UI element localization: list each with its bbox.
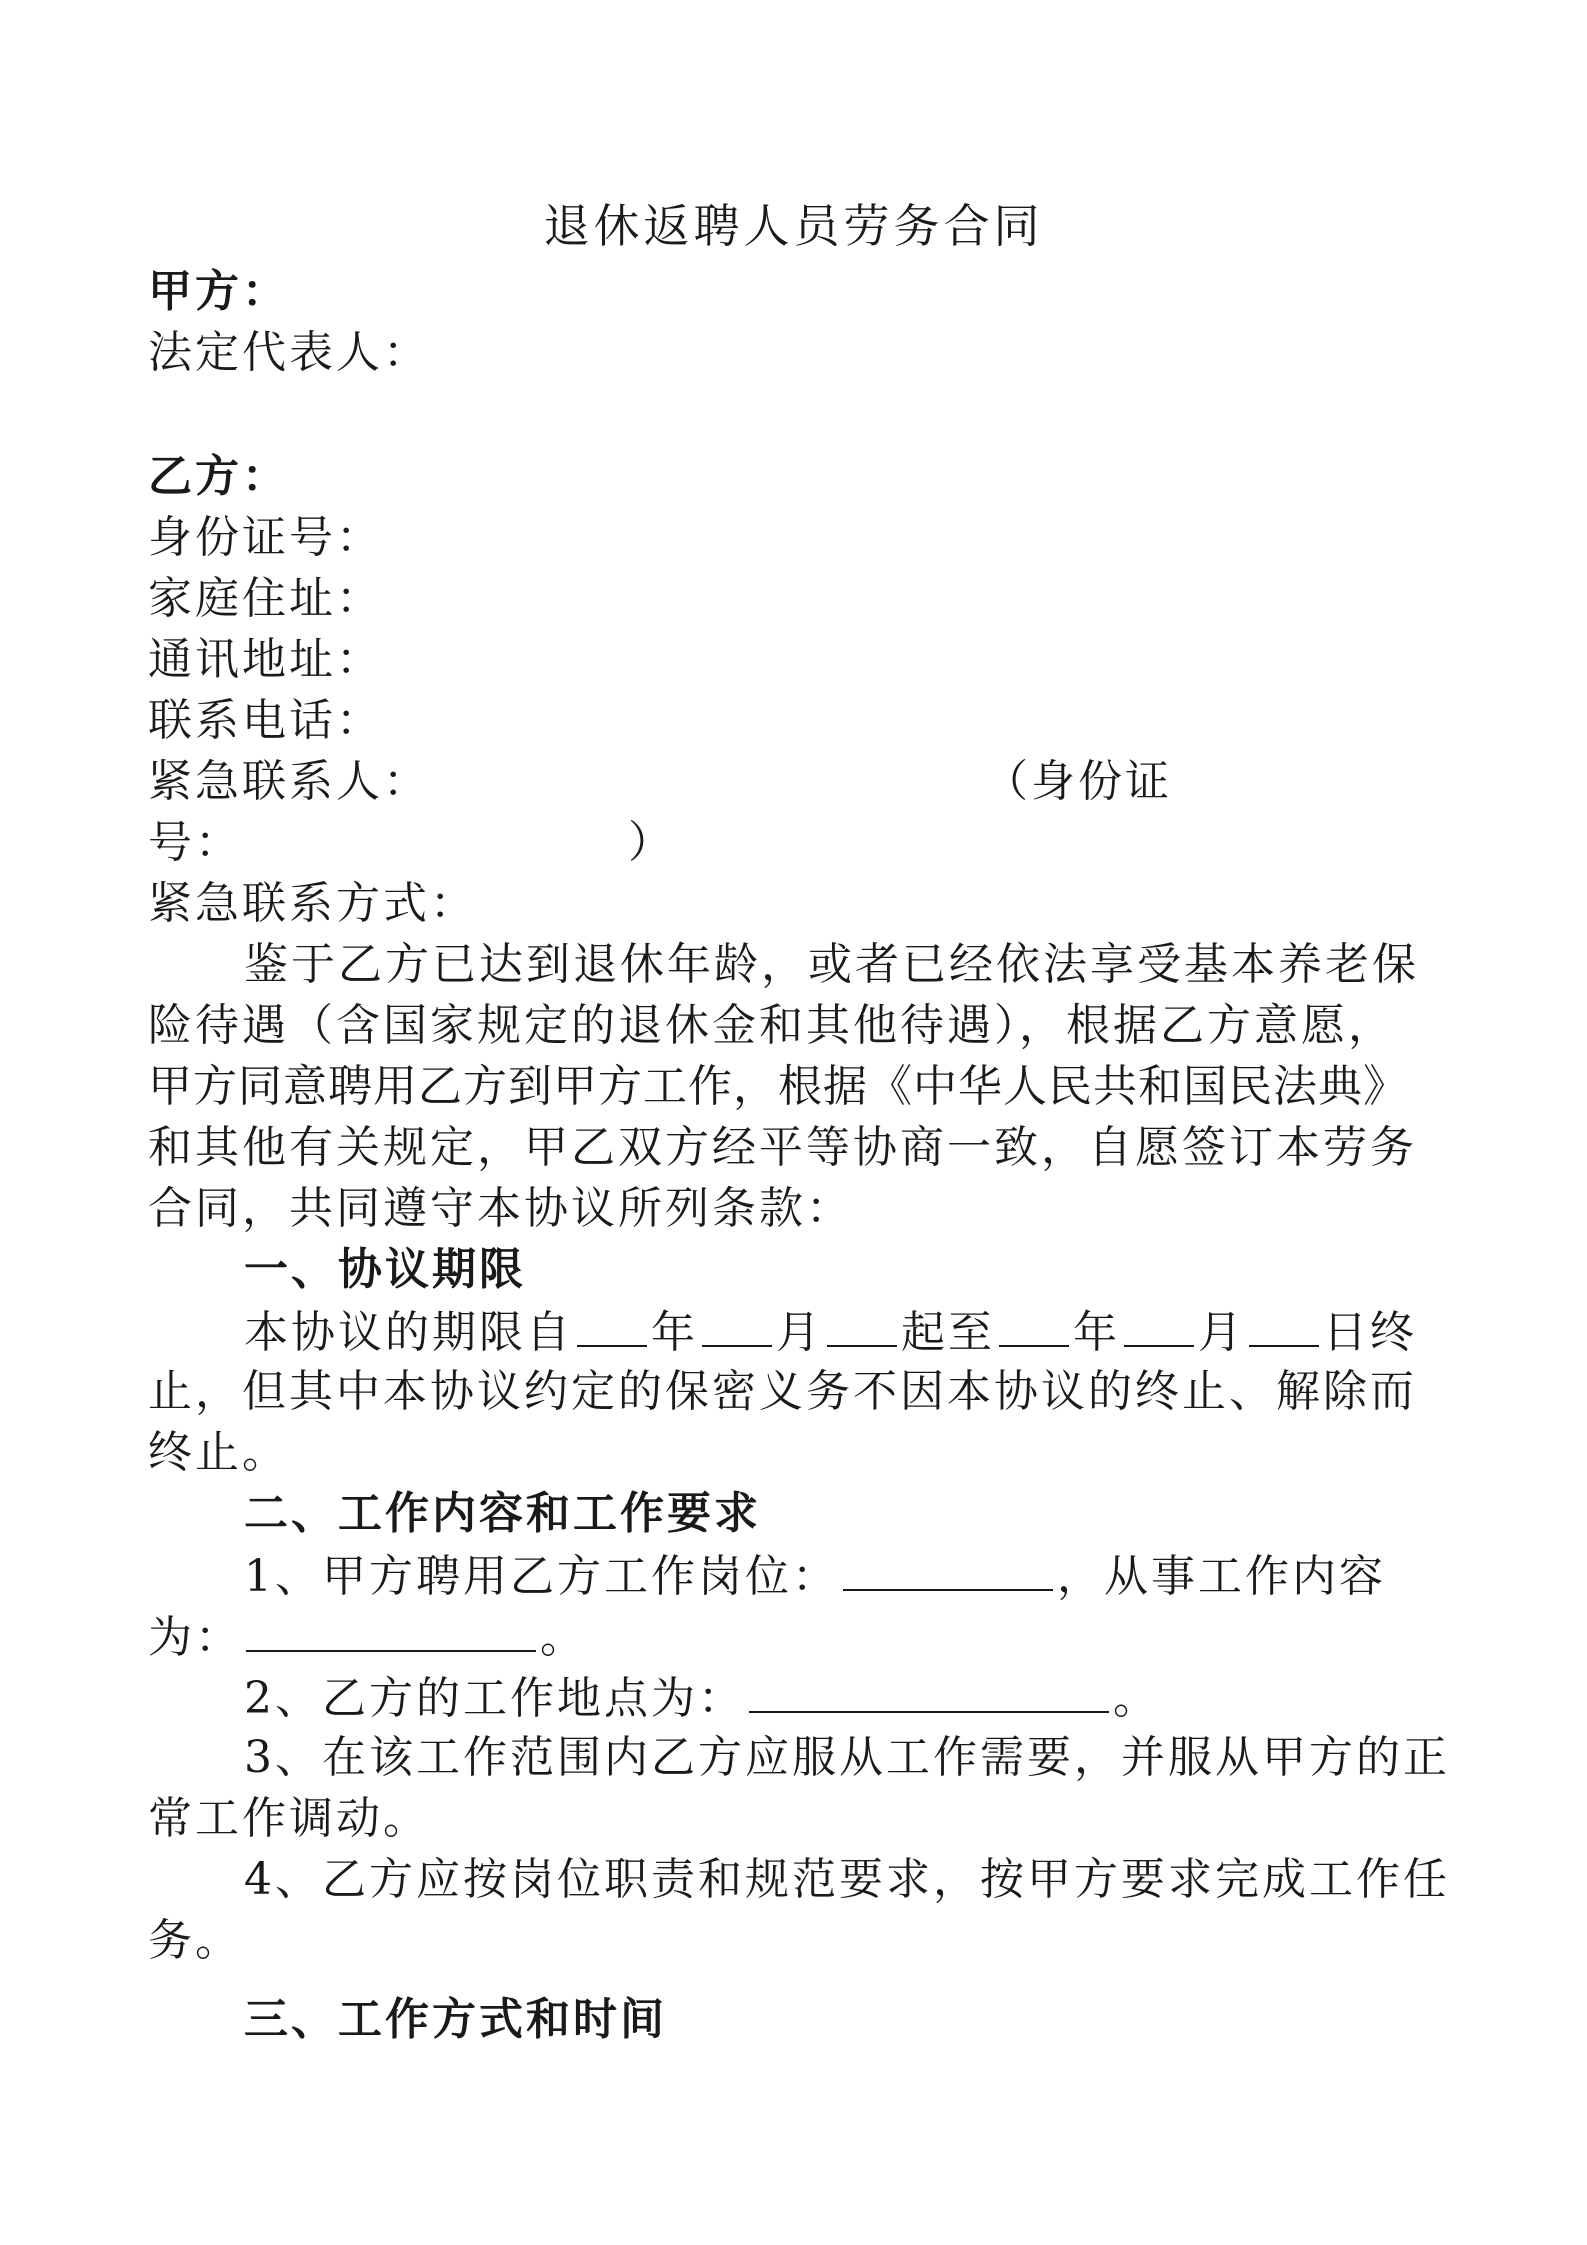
phone-label: 联系电话： (148, 695, 383, 746)
id-number-label: 身份证号： (148, 512, 383, 563)
section2-item1-line (244, 1545, 1386, 1607)
legal-rep-label: 法定代表人： (148, 327, 430, 378)
job-content-prefix: 为： (148, 1612, 242, 1663)
section1-line-3: 终止。 (148, 1427, 289, 1478)
term-year-label: 年 (651, 1307, 698, 1358)
emergency-id-open: （身份证 (984, 756, 1172, 807)
end-month-blank[interactable] (1124, 1301, 1194, 1347)
section2-item4-line-1: 4、乙方应按岗位职责和规范要求，按甲方要求完成工作任 (244, 1854, 1450, 1905)
term-to-label: 起至 (901, 1307, 995, 1358)
section2-item3-line-2: 常工作调动。 (148, 1793, 430, 1844)
section3-heading: 三、工作方式和时间 (244, 1994, 667, 2045)
preamble-line-2: 险待遇（含国家规定的退休金和其他待遇），根据乙方意愿， (148, 1000, 1395, 1051)
start-year-blank[interactable] (577, 1301, 647, 1347)
term-end-year-label: 年 (1073, 1307, 1120, 1358)
section1-term-line (244, 1301, 1417, 1363)
home-address-label: 家庭住址： (148, 573, 383, 624)
preamble-line-4: 和其他有关规定，甲乙双方经平等协商一致，自愿签订本劳务 (148, 1122, 1417, 1173)
term-month-label: 月 (776, 1307, 823, 1358)
term-end-month-label: 月 (1198, 1307, 1245, 1358)
start-month-blank[interactable] (702, 1301, 772, 1347)
term-end-label: 日终 (1323, 1307, 1417, 1358)
preamble-line-5: 合同，共同遵守本协议所列条款： (148, 1183, 853, 1234)
job-position-blank[interactable] (843, 1545, 1053, 1591)
party-a-label: 甲方： (148, 266, 289, 317)
document-title: 退休返聘人员劳务合同 (543, 199, 1044, 253)
section2-item2-line (244, 1667, 1160, 1729)
end-day-blank[interactable] (1249, 1301, 1319, 1347)
mail-address-label: 通讯地址： (148, 634, 383, 685)
preamble-line-3: 甲方同意聘用乙方到甲方工作，根据《中华人民共和国民法典》 (148, 1061, 1408, 1112)
emergency-id-line2: 号： (148, 817, 242, 868)
section1-line-2: 止，但其中本协议约定的保密义务不因本协议的终止、解除而 (148, 1366, 1417, 1417)
term-from-label: 本协议的期限自 (244, 1307, 573, 1358)
section2-heading: 二、工作内容和工作要求 (244, 1488, 761, 1539)
section2-item3-line-1: 3、在该工作范围内乙方应服从工作需要，并服从甲方的正 (244, 1732, 1450, 1783)
work-location-end: 。 (1113, 1673, 1160, 1724)
job-content-end: 。 (540, 1612, 587, 1663)
party-b-label: 乙方： (148, 451, 289, 502)
start-day-blank[interactable] (827, 1301, 897, 1347)
job-content-blank[interactable] (246, 1606, 536, 1652)
emergency-id-close: ） (628, 817, 675, 868)
work-location-label: 2、乙方的工作地点为： (244, 1673, 745, 1724)
section1-heading: 一、协议期限 (244, 1244, 526, 1295)
emergency-method-label: 紧急联系方式： (148, 878, 477, 929)
section2-item1-cont (148, 1606, 587, 1668)
end-year-blank[interactable] (999, 1301, 1069, 1347)
work-location-blank[interactable] (749, 1667, 1109, 1713)
preamble-line-1: 鉴于乙方已达到退休年龄，或者已经依法享受基本养老保 (244, 939, 1419, 990)
job-content-label: ，从事工作内容 (1057, 1551, 1386, 1602)
emergency-contact-label: 紧急联系人： (148, 756, 430, 807)
section2-item4-line-2: 务。 (148, 1915, 242, 1966)
job-position-label: 1、甲方聘用乙方工作岗位： (244, 1551, 839, 1602)
